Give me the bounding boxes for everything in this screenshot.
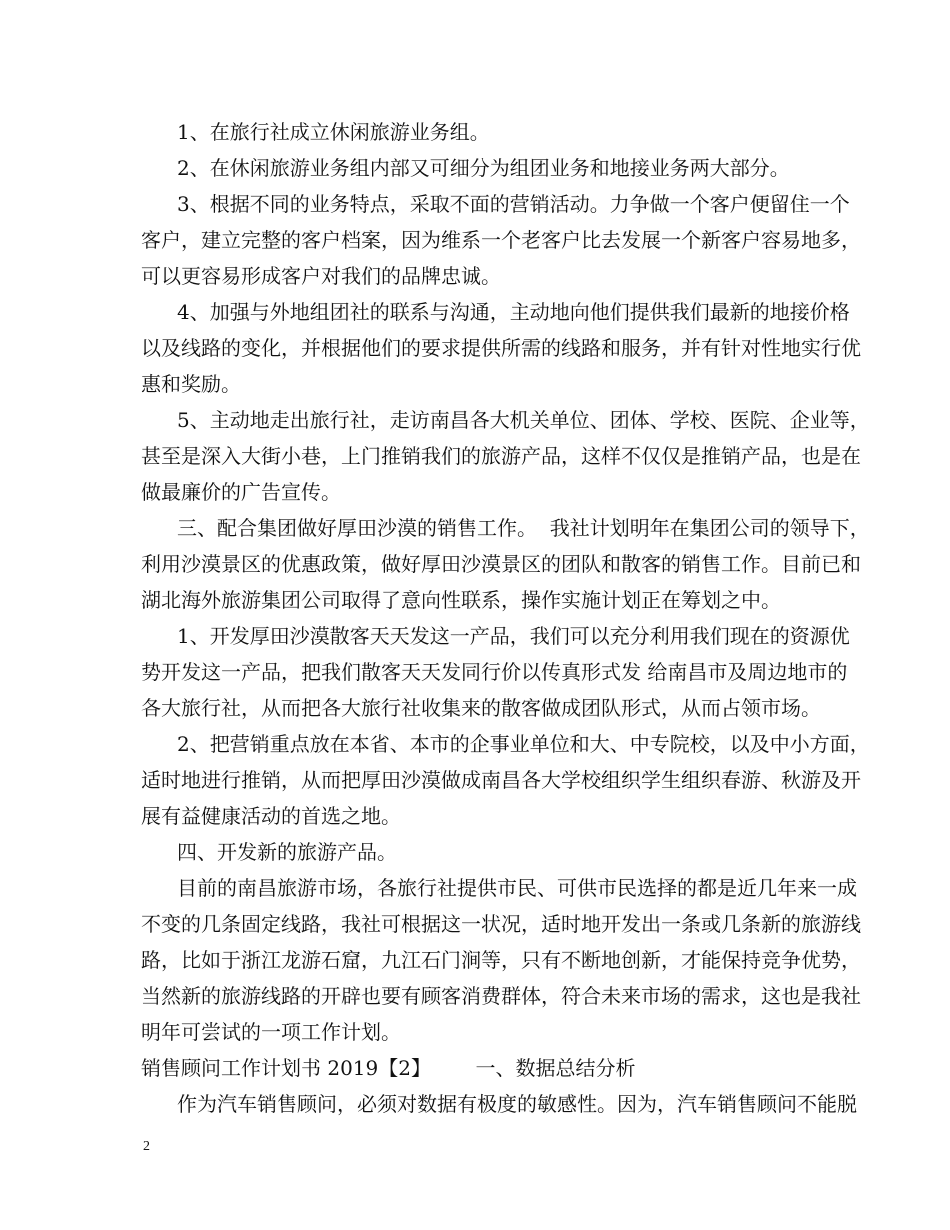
- text-line: 各大旅行社，从而把各大旅行社收集来的散客做成团队形式，从而占领市场。: [141, 696, 821, 720]
- document-subtitle: 销售顾问工作计划书 2019【2】 一、数据总结分析: [141, 1056, 636, 1080]
- text-line: 当然新的旅游线路的开辟也要有顾客消费群体，符合未来市场的需求，这也是我社: [141, 984, 861, 1008]
- text-line: 势开发这一产品，把我们散客天天发同行价以传真形式发 给南昌市及周边地市的: [141, 660, 848, 684]
- page-number: 2: [143, 1139, 150, 1154]
- text-line: 以及线路的变化，并根据他们的要求提供所需的线路和服务，并有针对性地实行优: [141, 336, 861, 360]
- text-line: 作为汽车销售顾问，必须对数据有极度的敏感性。因为，汽车销售顾问不能脱: [177, 1092, 857, 1116]
- text-line: 目前的南昌旅游市场，各旅行社提供市民、可供市民选择的都是近几年来一成: [177, 876, 857, 900]
- text-line: 可以更容易形成客户对我们的品牌忠诚。: [141, 264, 501, 288]
- text-line: 利用沙漠景区的优惠政策，做好厚田沙漠景区的团队和散客的销售工作。目前已和: [141, 552, 861, 576]
- text-line: 湖北海外旅游集团公司取得了意向性联系，操作实施计划正在筹划之中。: [141, 588, 781, 612]
- text-line: 3、根据不同的业务特点，采取不面的营销活动。力争做一个客户便留住一个: [177, 192, 850, 216]
- section-heading: 三、配合集团做好厚田沙漠的销售工作。 我社计划明年在集团公司的领导下，: [177, 516, 870, 540]
- text-line: 做最廉价的广告宣传。: [141, 480, 341, 504]
- text-line: 1、在旅行社成立休闲旅游业务组。: [177, 120, 490, 144]
- text-line: 5、主动地走出旅行社，走访南昌各大机关单位、团体、学校、医院、企业等，: [177, 408, 870, 432]
- text-line: 4、加强与外地组团社的联系与沟通，主动地向他们提供我们最新的地接价格: [177, 300, 850, 324]
- text-line: 展有益健康活动的首选之地。: [141, 804, 401, 828]
- text-line: 不变的几条固定线路，我社可根据这一状况，适时地开发出一条或几条新的旅游线: [141, 912, 861, 936]
- section-heading: 四、开发新的旅游产品。: [177, 840, 397, 864]
- text-line: 惠和奖励。: [141, 372, 241, 396]
- text-line: 客户，建立完整的客户档案，因为维系一个老客户比去发展一个新客户容易地多，: [141, 228, 861, 252]
- text-line: 明年可尝试的一项工作计划。: [141, 1020, 401, 1044]
- text-line: 2、在休闲旅游业务组内部又可细分为组团业务和地接业务两大部分。: [177, 156, 790, 180]
- text-line: 适时地进行推销，从而把厚田沙漠做成南昌各大学校组织学生组织春游、秋游及开: [141, 768, 861, 792]
- text-line: 2、把营销重点放在本省、本市的企事业单位和大、中专院校，以及中小方面，: [177, 732, 870, 756]
- text-line: 路，比如于浙江龙游石窟，九江石门涧等，只有不断地创新，才能保持竞争优势，: [141, 948, 861, 972]
- text-line: 甚至是深入大街小巷，上门推销我们的旅游产品，这样不仅仅是推销产品，也是在: [141, 444, 861, 468]
- text-line: 1、开发厚田沙漠散客天天发这一产品，我们可以充分利用我们现在的资源优: [177, 624, 850, 648]
